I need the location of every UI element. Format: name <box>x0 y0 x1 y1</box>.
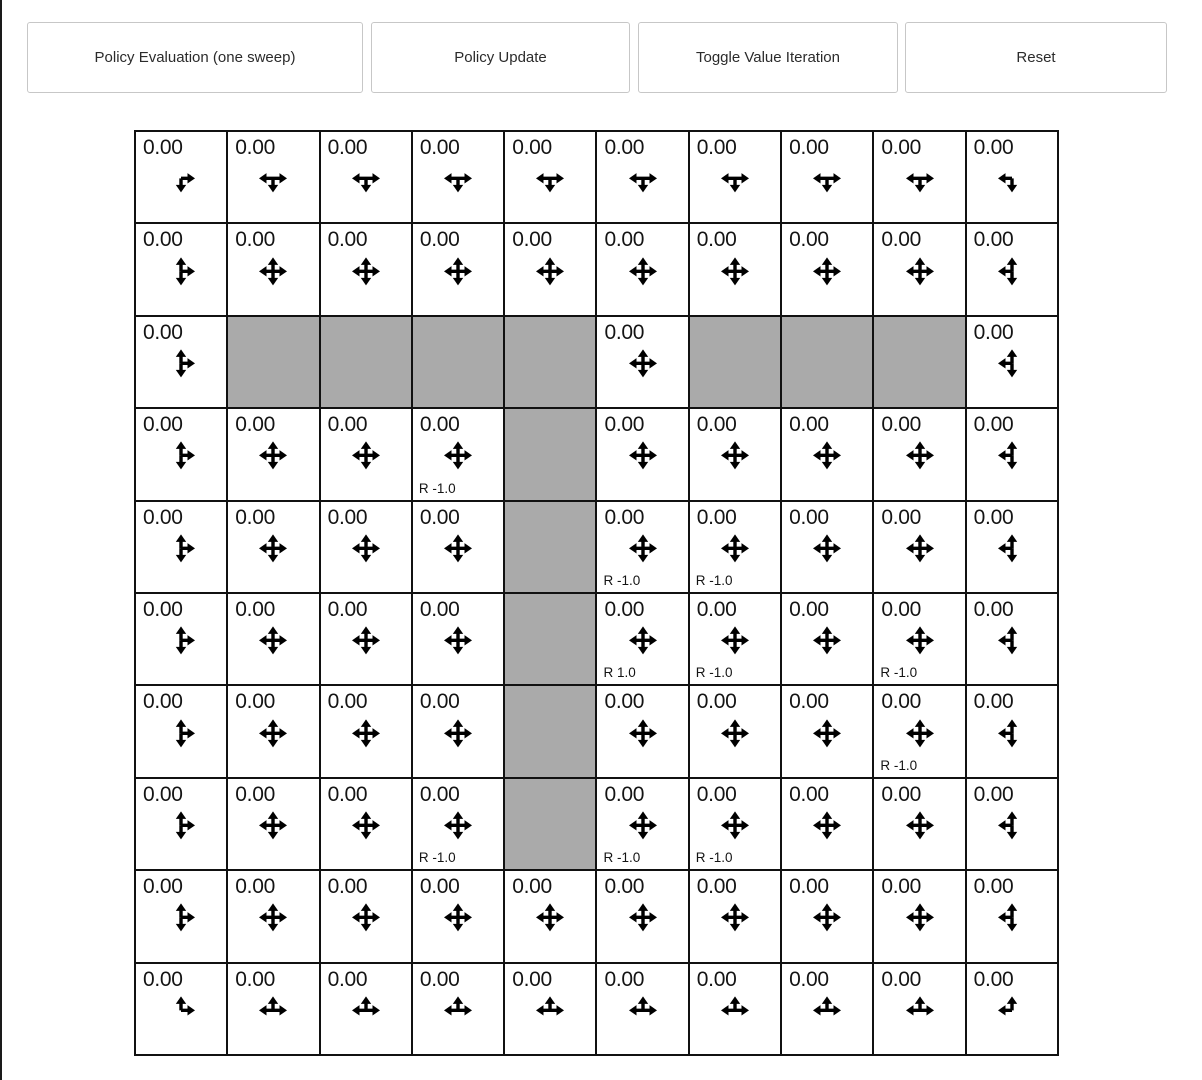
state-cell[interactable] <box>966 501 1058 593</box>
state-cell[interactable] <box>966 778 1058 870</box>
policy-arrows-icon <box>898 526 942 570</box>
state-value: 0.00 <box>512 228 552 252</box>
policy-arrows-icon <box>713 434 757 478</box>
state-cell[interactable] <box>412 223 504 315</box>
policy-arrows-icon <box>990 711 1034 755</box>
state-cell[interactable] <box>966 316 1058 408</box>
policy-arrows-icon <box>898 896 942 940</box>
state-value: 0.00 <box>973 320 1014 344</box>
state-value: 0.00 <box>512 136 552 159</box>
state-value: 0.00 <box>789 136 829 159</box>
policy-arrows-icon <box>621 526 665 570</box>
state-cell[interactable] <box>873 685 965 777</box>
state-cell[interactable] <box>135 593 227 685</box>
policy-arrows-icon <box>159 711 203 755</box>
state-cell[interactable] <box>781 593 873 685</box>
policy-arrows-icon <box>159 896 203 940</box>
state-value: 0.00 <box>419 690 460 714</box>
policy-arrows-icon <box>621 157 665 201</box>
policy-arrows-icon <box>621 711 665 755</box>
policy-arrows-icon <box>898 988 942 1032</box>
state-cell[interactable] <box>412 408 504 500</box>
state-value: 0.00 <box>789 875 829 899</box>
policy-arrows-icon <box>436 434 480 478</box>
state-cell[interactable] <box>596 131 688 223</box>
state-value: 0.00 <box>327 597 368 621</box>
state-value: 0.00 <box>512 875 552 899</box>
state-value: 0.00 <box>143 782 183 806</box>
policy-arrows-icon <box>805 157 849 201</box>
state-value: 0.00 <box>419 782 460 806</box>
policy-arrows-icon <box>990 526 1034 570</box>
policy-arrows-icon <box>621 341 665 385</box>
state-value: 0.00 <box>789 597 829 621</box>
policy-arrows-icon <box>436 157 480 201</box>
policy-arrows-icon <box>713 711 757 755</box>
state-cell[interactable] <box>412 778 504 870</box>
state-value: 0.00 <box>143 228 183 252</box>
state-cell[interactable] <box>596 316 688 408</box>
state-cell[interactable] <box>412 685 504 777</box>
policy-arrows-icon <box>713 803 757 847</box>
state-value: 0.00 <box>419 136 460 159</box>
state-cell[interactable] <box>966 131 1058 223</box>
policy-update-button[interactable]: Policy Update <box>371 22 630 93</box>
state-value: 0.00 <box>419 597 460 621</box>
state-cell[interactable] <box>596 870 688 962</box>
policy-arrows-icon <box>713 526 757 570</box>
policy-arrows-icon <box>528 249 572 293</box>
policy-arrows-icon <box>713 618 757 662</box>
state-value: 0.00 <box>604 782 645 806</box>
state-cell[interactable] <box>689 131 781 223</box>
policy-arrows-icon <box>990 988 1034 1032</box>
state-value: 0.00 <box>604 320 645 344</box>
state-value: 0.00 <box>973 136 1014 159</box>
state-cell[interactable] <box>781 870 873 962</box>
state-cell[interactable] <box>227 223 319 315</box>
state-value: 0.00 <box>789 690 829 714</box>
reward-label: R 1.0 <box>603 665 636 681</box>
state-cell[interactable] <box>320 131 412 223</box>
state-value: 0.00 <box>143 136 183 159</box>
state-cell[interactable] <box>689 778 781 870</box>
state-value: 0.00 <box>973 505 1014 529</box>
state-value: 0.00 <box>143 413 183 437</box>
state-value: 0.00 <box>327 413 368 437</box>
policy-arrows-icon <box>251 249 295 293</box>
state-cell[interactable] <box>689 408 781 500</box>
state-cell[interactable] <box>596 223 688 315</box>
state-value: 0.00 <box>789 505 829 529</box>
policy-arrows-icon <box>990 803 1034 847</box>
policy-arrows-icon <box>159 803 203 847</box>
state-cell[interactable] <box>320 963 412 1055</box>
policy-arrows-icon <box>990 434 1034 478</box>
policy-arrows-icon <box>898 618 942 662</box>
policy-arrows-icon <box>805 249 849 293</box>
policy-arrows-icon <box>990 618 1034 662</box>
wall-cell <box>320 316 412 408</box>
state-value: 0.00 <box>881 228 922 252</box>
state-cell[interactable] <box>320 870 412 962</box>
state-value: 0.00 <box>973 782 1014 806</box>
wall-cell <box>504 316 596 408</box>
policy-arrows-icon <box>528 896 572 940</box>
state-value: 0.00 <box>235 690 275 714</box>
state-cell[interactable] <box>596 593 688 685</box>
state-cell[interactable] <box>596 963 688 1055</box>
policy-arrows-icon <box>805 896 849 940</box>
wall-cell <box>504 778 596 870</box>
wall-cell <box>504 408 596 500</box>
state-cell[interactable] <box>504 223 596 315</box>
state-value: 0.00 <box>789 782 829 806</box>
state-cell[interactable] <box>873 870 965 962</box>
wall-cell <box>412 316 504 408</box>
state-value: 0.00 <box>327 228 368 252</box>
state-cell[interactable] <box>781 685 873 777</box>
state-value: 0.00 <box>604 967 645 991</box>
policy-arrows-icon <box>251 434 295 478</box>
policy-arrows-icon <box>251 896 295 940</box>
state-cell[interactable] <box>689 223 781 315</box>
wall-cell <box>504 501 596 593</box>
wall-cell <box>504 685 596 777</box>
window-edge-line <box>0 0 2 1080</box>
state-value: 0.00 <box>327 782 368 806</box>
policy-arrows-icon <box>621 988 665 1032</box>
reward-label: R -1.0 <box>695 572 733 588</box>
state-cell[interactable] <box>596 408 688 500</box>
state-value: 0.00 <box>604 597 645 621</box>
state-cell[interactable] <box>135 501 227 593</box>
policy-arrows-icon <box>898 434 942 478</box>
policy-arrows-icon <box>159 249 203 293</box>
state-cell[interactable] <box>781 408 873 500</box>
state-value: 0.00 <box>235 505 275 529</box>
policy-arrows-icon <box>898 803 942 847</box>
state-value: 0.00 <box>235 782 275 806</box>
state-cell[interactable] <box>504 131 596 223</box>
state-cell[interactable] <box>966 870 1058 962</box>
wall-cell <box>689 316 781 408</box>
state-value: 0.00 <box>881 505 922 529</box>
policy-arrows-icon <box>159 618 203 662</box>
state-cell[interactable] <box>873 501 965 593</box>
policy-arrows-icon <box>159 526 203 570</box>
state-value: 0.00 <box>881 967 922 991</box>
state-value: 0.00 <box>143 875 183 899</box>
state-value: 0.00 <box>604 228 645 252</box>
policy-arrows-icon <box>344 803 388 847</box>
state-cell[interactable] <box>135 223 227 315</box>
policy-arrows-icon <box>621 803 665 847</box>
state-cell[interactable] <box>873 963 965 1055</box>
state-cell[interactable] <box>412 593 504 685</box>
state-cell[interactable] <box>966 593 1058 685</box>
policy-arrows-icon <box>805 526 849 570</box>
state-cell[interactable] <box>781 223 873 315</box>
state-cell[interactable] <box>227 501 319 593</box>
state-cell[interactable] <box>412 501 504 593</box>
wall-cell <box>504 593 596 685</box>
state-cell[interactable] <box>596 501 688 593</box>
state-value: 0.00 <box>604 136 645 159</box>
state-cell[interactable] <box>320 685 412 777</box>
policy-arrows-icon <box>621 249 665 293</box>
state-value: 0.00 <box>604 690 645 714</box>
state-value: 0.00 <box>327 967 368 991</box>
wall-cell <box>781 316 873 408</box>
policy-arrows-icon <box>251 618 295 662</box>
policy-arrows-icon <box>898 711 942 755</box>
reward-label: R -1.0 <box>418 850 456 866</box>
policy-arrows-icon <box>159 988 203 1032</box>
state-cell[interactable] <box>873 131 965 223</box>
state-cell[interactable] <box>781 501 873 593</box>
policy-arrows-icon <box>898 249 942 293</box>
state-cell[interactable] <box>320 778 412 870</box>
state-value: 0.00 <box>973 690 1014 714</box>
policy-arrows-icon <box>159 341 203 385</box>
state-cell[interactable] <box>135 963 227 1055</box>
state-cell[interactable] <box>596 685 688 777</box>
state-value: 0.00 <box>419 505 460 529</box>
state-value: 0.00 <box>881 597 922 621</box>
policy-arrows-icon <box>436 988 480 1032</box>
policy-arrows-icon <box>344 249 388 293</box>
state-value: 0.00 <box>696 505 737 529</box>
policy-arrows-icon <box>344 896 388 940</box>
toolbar <box>0 0 1202 110</box>
policy-arrows-icon <box>251 157 295 201</box>
state-cell[interactable] <box>227 593 319 685</box>
reward-label: R -1.0 <box>603 572 641 588</box>
state-cell[interactable] <box>966 223 1058 315</box>
state-cell[interactable] <box>689 593 781 685</box>
state-value: 0.00 <box>696 136 737 159</box>
policy-arrows-icon <box>805 711 849 755</box>
policy-arrows-icon <box>621 434 665 478</box>
state-cell[interactable] <box>596 778 688 870</box>
policy-arrows-icon <box>528 988 572 1032</box>
policy-arrows-icon <box>344 526 388 570</box>
reset-button[interactable]: Reset <box>905 22 1167 93</box>
state-cell[interactable] <box>873 223 965 315</box>
state-value: 0.00 <box>419 413 460 437</box>
state-value: 0.00 <box>419 228 460 252</box>
state-cell[interactable] <box>227 408 319 500</box>
state-cell[interactable] <box>504 870 596 962</box>
state-cell[interactable] <box>135 316 227 408</box>
policy-arrows-icon <box>251 526 295 570</box>
state-value: 0.00 <box>143 320 183 344</box>
state-cell[interactable] <box>504 963 596 1055</box>
state-cell[interactable] <box>689 963 781 1055</box>
policy-arrows-icon <box>436 526 480 570</box>
policy-arrows-icon <box>344 157 388 201</box>
gridworld <box>134 130 1059 1056</box>
state-value: 0.00 <box>881 136 922 159</box>
wall-cell <box>227 316 319 408</box>
policy-arrows-icon <box>990 341 1034 385</box>
state-value: 0.00 <box>327 505 368 529</box>
state-cell[interactable] <box>320 223 412 315</box>
policy-arrows-icon <box>898 157 942 201</box>
policy-arrows-icon <box>436 803 480 847</box>
state-value: 0.00 <box>235 967 275 991</box>
state-cell[interactable] <box>781 778 873 870</box>
state-value: 0.00 <box>973 875 1014 899</box>
state-cell[interactable] <box>135 408 227 500</box>
state-value: 0.00 <box>235 136 275 159</box>
policy-evaluation-button[interactable]: Policy Evaluation (one sweep) <box>27 22 363 93</box>
state-value: 0.00 <box>696 967 737 991</box>
policy-arrows-icon <box>713 896 757 940</box>
state-cell[interactable] <box>873 593 965 685</box>
state-value: 0.00 <box>327 136 368 159</box>
state-value: 0.00 <box>143 505 183 529</box>
policy-arrows-icon <box>713 988 757 1032</box>
state-value: 0.00 <box>881 782 922 806</box>
policy-arrows-icon <box>251 711 295 755</box>
policy-arrows-icon <box>344 711 388 755</box>
toggle-value-iteration-button[interactable]: Toggle Value Iteration <box>638 22 898 93</box>
state-value: 0.00 <box>789 967 829 991</box>
reward-label: R -1.0 <box>695 665 733 681</box>
policy-arrows-icon <box>713 249 757 293</box>
policy-arrows-icon <box>159 157 203 201</box>
state-cell[interactable] <box>227 963 319 1055</box>
policy-arrows-icon <box>805 434 849 478</box>
policy-arrows-icon <box>436 711 480 755</box>
state-value: 0.00 <box>789 228 829 252</box>
state-value: 0.00 <box>419 967 460 991</box>
state-value: 0.00 <box>604 875 645 899</box>
state-value: 0.00 <box>696 782 737 806</box>
policy-arrows-icon <box>436 896 480 940</box>
state-cell[interactable] <box>689 685 781 777</box>
policy-arrows-icon <box>621 896 665 940</box>
state-value: 0.00 <box>973 413 1014 437</box>
state-value: 0.00 <box>696 413 737 437</box>
state-value: 0.00 <box>973 597 1014 621</box>
reward-label: R -1.0 <box>603 850 641 866</box>
state-value: 0.00 <box>235 413 275 437</box>
policy-arrows-icon <box>805 618 849 662</box>
state-value: 0.00 <box>327 690 368 714</box>
state-value: 0.00 <box>327 875 368 899</box>
state-cell[interactable] <box>320 408 412 500</box>
policy-arrows-icon <box>990 249 1034 293</box>
state-cell[interactable] <box>135 778 227 870</box>
state-cell[interactable] <box>227 131 319 223</box>
policy-arrows-icon <box>621 618 665 662</box>
reward-label: R -1.0 <box>418 480 456 496</box>
state-value: 0.00 <box>512 967 552 991</box>
state-value: 0.00 <box>143 967 183 991</box>
policy-arrows-icon <box>436 249 480 293</box>
state-cell[interactable] <box>966 963 1058 1055</box>
state-cell[interactable] <box>227 778 319 870</box>
state-value: 0.00 <box>604 413 645 437</box>
policy-arrows-icon <box>344 988 388 1032</box>
state-cell[interactable] <box>412 870 504 962</box>
policy-arrows-icon <box>990 157 1034 201</box>
policy-arrows-icon <box>805 988 849 1032</box>
state-cell[interactable] <box>781 131 873 223</box>
state-value: 0.00 <box>696 690 737 714</box>
state-cell[interactable] <box>227 685 319 777</box>
state-cell[interactable] <box>966 685 1058 777</box>
state-value: 0.00 <box>881 690 922 714</box>
state-cell[interactable] <box>873 408 965 500</box>
policy-arrows-icon <box>251 803 295 847</box>
state-value: 0.00 <box>235 875 275 899</box>
state-value: 0.00 <box>789 413 829 437</box>
policy-arrows-icon <box>344 618 388 662</box>
state-value: 0.00 <box>696 875 737 899</box>
state-value: 0.00 <box>419 875 460 899</box>
state-value: 0.00 <box>881 413 922 437</box>
state-cell[interactable] <box>227 870 319 962</box>
state-cell[interactable] <box>320 501 412 593</box>
state-value: 0.00 <box>696 597 737 621</box>
reward-label: R -1.0 <box>880 757 918 773</box>
state-value: 0.00 <box>973 228 1014 252</box>
state-cell[interactable] <box>781 963 873 1055</box>
wall-cell <box>873 316 965 408</box>
state-cell[interactable] <box>135 685 227 777</box>
policy-arrows-icon <box>436 618 480 662</box>
state-value: 0.00 <box>143 690 183 714</box>
reward-label: R -1.0 <box>695 850 733 866</box>
state-cell[interactable] <box>135 870 227 962</box>
policy-arrows-icon <box>805 803 849 847</box>
state-value: 0.00 <box>143 597 183 621</box>
state-cell[interactable] <box>412 963 504 1055</box>
state-value: 0.00 <box>604 505 645 529</box>
state-cell[interactable] <box>689 501 781 593</box>
state-value: 0.00 <box>881 875 922 899</box>
policy-arrows-icon <box>528 157 572 201</box>
state-cell[interactable] <box>135 131 227 223</box>
state-cell[interactable] <box>689 870 781 962</box>
state-value: 0.00 <box>696 228 737 252</box>
state-value: 0.00 <box>973 967 1014 991</box>
state-cell[interactable] <box>412 131 504 223</box>
policy-arrows-icon <box>159 434 203 478</box>
policy-arrows-icon <box>344 434 388 478</box>
policy-arrows-icon <box>713 157 757 201</box>
state-cell[interactable] <box>320 593 412 685</box>
state-value: 0.00 <box>235 597 275 621</box>
policy-arrows-icon <box>990 896 1034 940</box>
reward-label: R -1.0 <box>880 665 918 681</box>
policy-arrows-icon <box>251 988 295 1032</box>
state-value: 0.00 <box>235 228 275 252</box>
state-cell[interactable] <box>966 408 1058 500</box>
state-cell[interactable] <box>873 778 965 870</box>
